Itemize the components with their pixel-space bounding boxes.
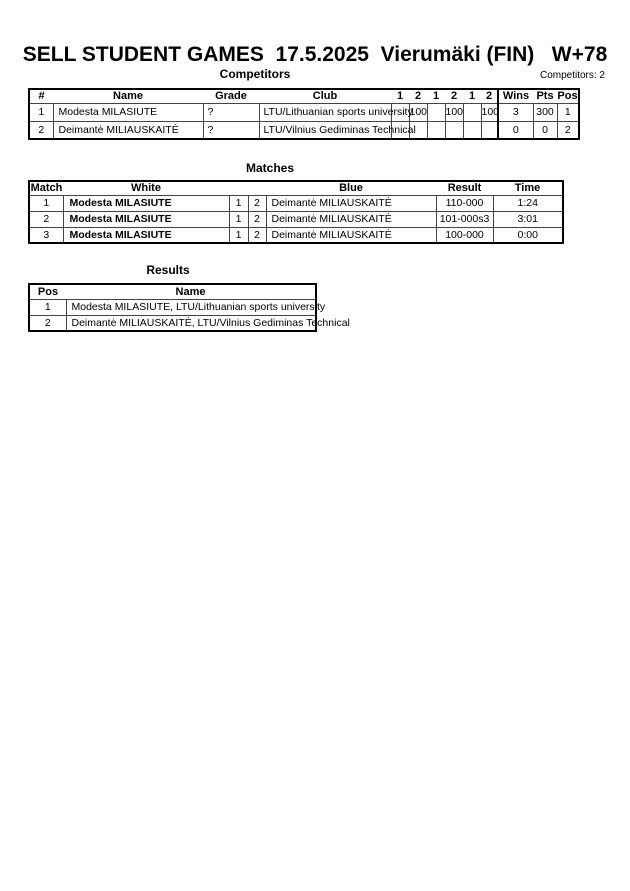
competitors-header-grade: Grade <box>203 89 259 103</box>
competitor-pos: 2 <box>557 121 579 139</box>
results-header-pos: Pos <box>29 284 66 299</box>
competitors-caption: Competitors <box>219 67 291 81</box>
match-row <box>29 211 563 227</box>
match-time: 0:00 <box>493 227 563 243</box>
match-number: 3 <box>29 227 63 243</box>
score-cell: 100 <box>481 103 498 121</box>
match-number: 1 <box>29 195 63 211</box>
competitor-pts: 0 <box>533 121 557 139</box>
match-blue-num: 2 <box>248 195 266 211</box>
score-cell <box>427 121 445 139</box>
competitors-header-row <box>29 89 579 103</box>
competitors-header-pts: Pts <box>533 89 557 103</box>
competitor-number: 2 <box>29 121 53 139</box>
match-white-name: Modesta MILASIUTE <box>63 227 229 243</box>
competitor-pts: 300 <box>533 103 557 121</box>
results-header-row <box>29 284 316 299</box>
score-cell: 100 <box>445 103 463 121</box>
results-header-name: Name <box>66 284 316 299</box>
match-blue-num: 2 <box>248 227 266 243</box>
result-name: Deimantė MILIAUSKAITĖ, LTU/Vilnius Gediminas Technical <box>66 315 316 331</box>
result-row <box>29 299 316 315</box>
match-time: 1:24 <box>493 195 563 211</box>
matches-header-blue: Blue <box>266 181 436 195</box>
result-name: Modesta MILASIUTE, LTU/Lithuanian sports university <box>66 299 316 315</box>
competitor-club: LTU/Lithuanian sports university <box>259 103 391 121</box>
score-cell: 100 <box>409 103 427 121</box>
match-blue-name: Deimantė MILIAUSKAITĖ <box>266 211 436 227</box>
result-row <box>29 315 316 331</box>
competitors-table <box>28 88 580 140</box>
match-number: 2 <box>29 211 63 227</box>
matches-header-result: Result <box>436 181 493 195</box>
competitor-grade: ? <box>203 103 259 121</box>
competitors-header-round: 2 <box>481 89 498 103</box>
competitor-number: 1 <box>29 103 53 121</box>
score-cell <box>463 121 481 139</box>
match-white-num: 1 <box>229 211 248 227</box>
matches-header-whitenum <box>229 181 248 195</box>
results-caption: Results <box>146 263 190 277</box>
competitors-header-round: 1 <box>391 89 409 103</box>
competitor-row <box>29 103 579 121</box>
match-result: 101-000s3 <box>436 211 493 227</box>
matches-header-row <box>29 181 563 195</box>
result-pos: 2 <box>29 315 66 331</box>
match-blue-name: Deimantė MILIAUSKAITĖ <box>266 195 436 211</box>
score-cell <box>463 103 481 121</box>
matches-caption: Matches <box>245 161 295 175</box>
matches-header-time: Time <box>493 181 563 195</box>
match-blue-num: 2 <box>248 211 266 227</box>
competitors-header-round: 1 <box>463 89 481 103</box>
score-cell <box>427 103 445 121</box>
competitors-header-round: 2 <box>409 89 427 103</box>
competitors-header-name: Name <box>53 89 203 103</box>
match-white-name: Modesta MILASIUTE <box>63 211 229 227</box>
match-result: 100-000 <box>436 227 493 243</box>
page-title: SELL STUDENT GAMES 17.5.2025 Vierumäki (FIN) W+78 <box>22 43 608 66</box>
match-white-num: 1 <box>229 227 248 243</box>
competitor-wins: 0 <box>498 121 533 139</box>
competitor-grade: ? <box>203 121 259 139</box>
competitor-wins: 3 <box>498 103 533 121</box>
competitors-header-pos: Pos <box>557 90 578 103</box>
competitor-name: Modesta MILASIUTE <box>53 103 203 121</box>
competitors-header-club: Club <box>259 89 391 103</box>
matches-header-white: White <box>63 181 229 195</box>
competitors-header-round: 2 <box>445 89 463 103</box>
competitors-header-round: 1 <box>427 89 445 103</box>
match-result: 110-000 <box>436 195 493 211</box>
competitor-name: Deimantė MILIAUSKAITĖ <box>53 121 203 139</box>
match-row <box>29 195 563 211</box>
match-time: 3:01 <box>493 211 563 227</box>
competitors-count-label: Competitors: 2 <box>539 70 605 81</box>
matches-table <box>28 180 564 244</box>
competitor-row <box>29 121 579 139</box>
score-cell <box>481 121 498 139</box>
competitors-header-wins: Wins <box>498 89 533 103</box>
results-table <box>28 283 350 332</box>
match-blue-name: Deimantė MILIAUSKAITĖ <box>266 227 436 243</box>
matches-header-match: Match <box>30 182 63 195</box>
match-row <box>29 227 563 243</box>
result-pos: 1 <box>29 299 66 315</box>
competitor-club: LTU/Vilnius Gediminas Technical <box>259 121 391 139</box>
match-white-num: 1 <box>229 195 248 211</box>
score-cell <box>445 121 463 139</box>
competitor-pos: 1 <box>557 103 579 121</box>
competitors-header-num: # <box>29 89 53 103</box>
matches-header-bluenum <box>248 181 266 195</box>
match-white-name: Modesta MILASIUTE <box>63 195 229 211</box>
